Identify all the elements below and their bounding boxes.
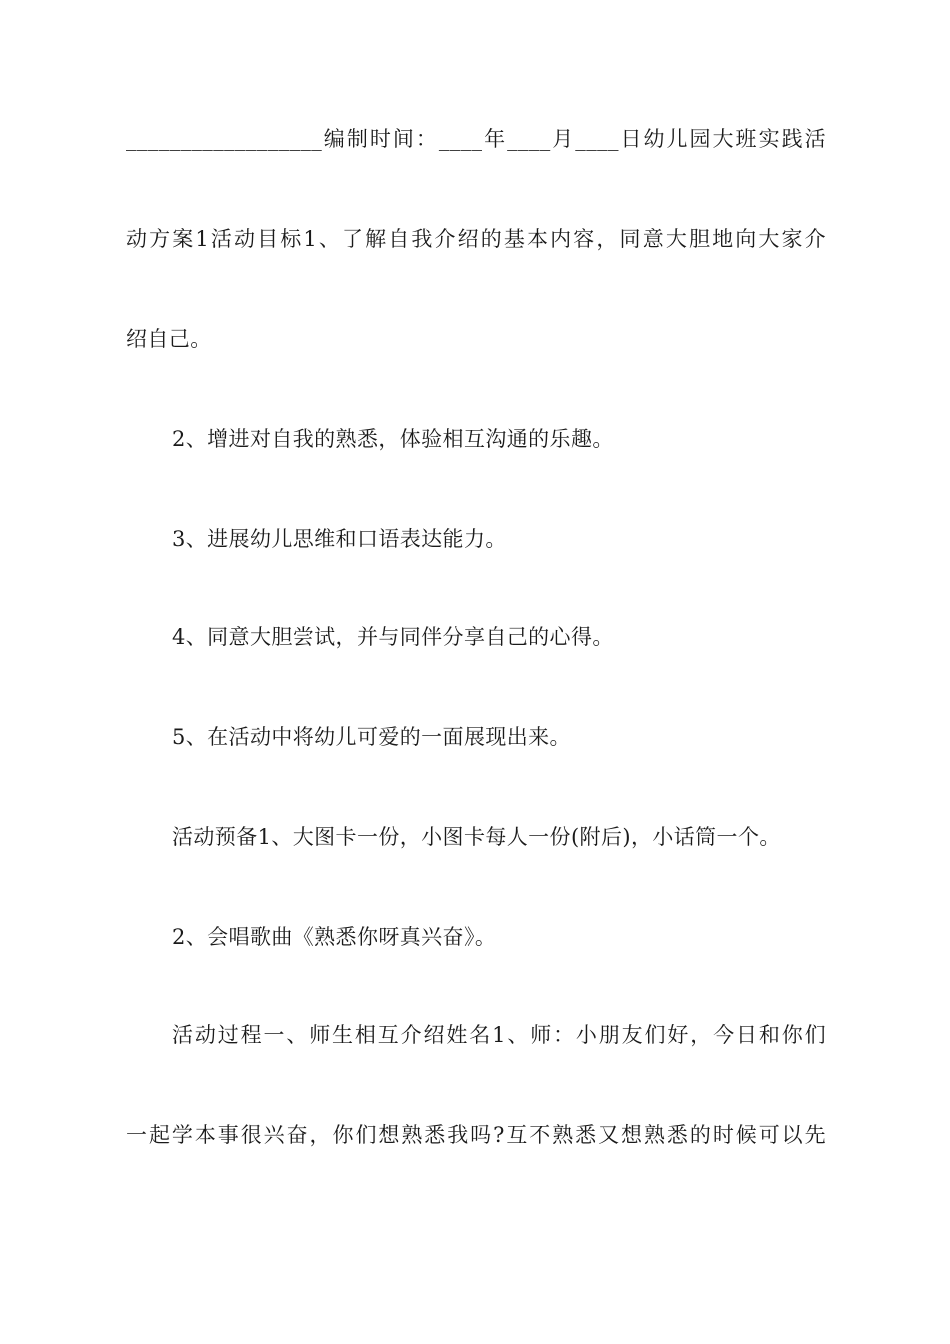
text-line: 2、会唱歌曲《熟悉你呀真兴奋》。 bbox=[172, 925, 497, 949]
text-line: 活动过程一、师生相互介绍姓名1、师：小朋友们好，今日和你们 bbox=[172, 1023, 826, 1047]
text-line: 活动预备1、大图卡一份，小图卡每人一份(附后)，小话筒一个。 bbox=[172, 825, 781, 849]
text-line-header: __________________编制时间：____年____月____日幼儿园大班实践活 bbox=[126, 127, 826, 151]
text-line: 3、进展幼儿思维和口语表达能力。 bbox=[172, 527, 507, 551]
text-line: 5、在活动中将幼儿可爱的一面展现出来。 bbox=[172, 725, 571, 749]
text-line: 4、同意大胆尝试，并与同伴分享自己的心得。 bbox=[172, 625, 614, 649]
text-line: 绍自己。 bbox=[126, 327, 212, 351]
text-line: 一起学本事很兴奋，你们想熟悉我吗?互不熟悉又想熟悉的时候可以先 bbox=[126, 1123, 826, 1147]
text-line: 动方案1活动目标1、了解自我介绍的基本内容，同意大胆地向大家介 bbox=[126, 227, 826, 251]
text-line: 2、增进对自我的熟悉，体验相互沟通的乐趣。 bbox=[172, 427, 614, 451]
